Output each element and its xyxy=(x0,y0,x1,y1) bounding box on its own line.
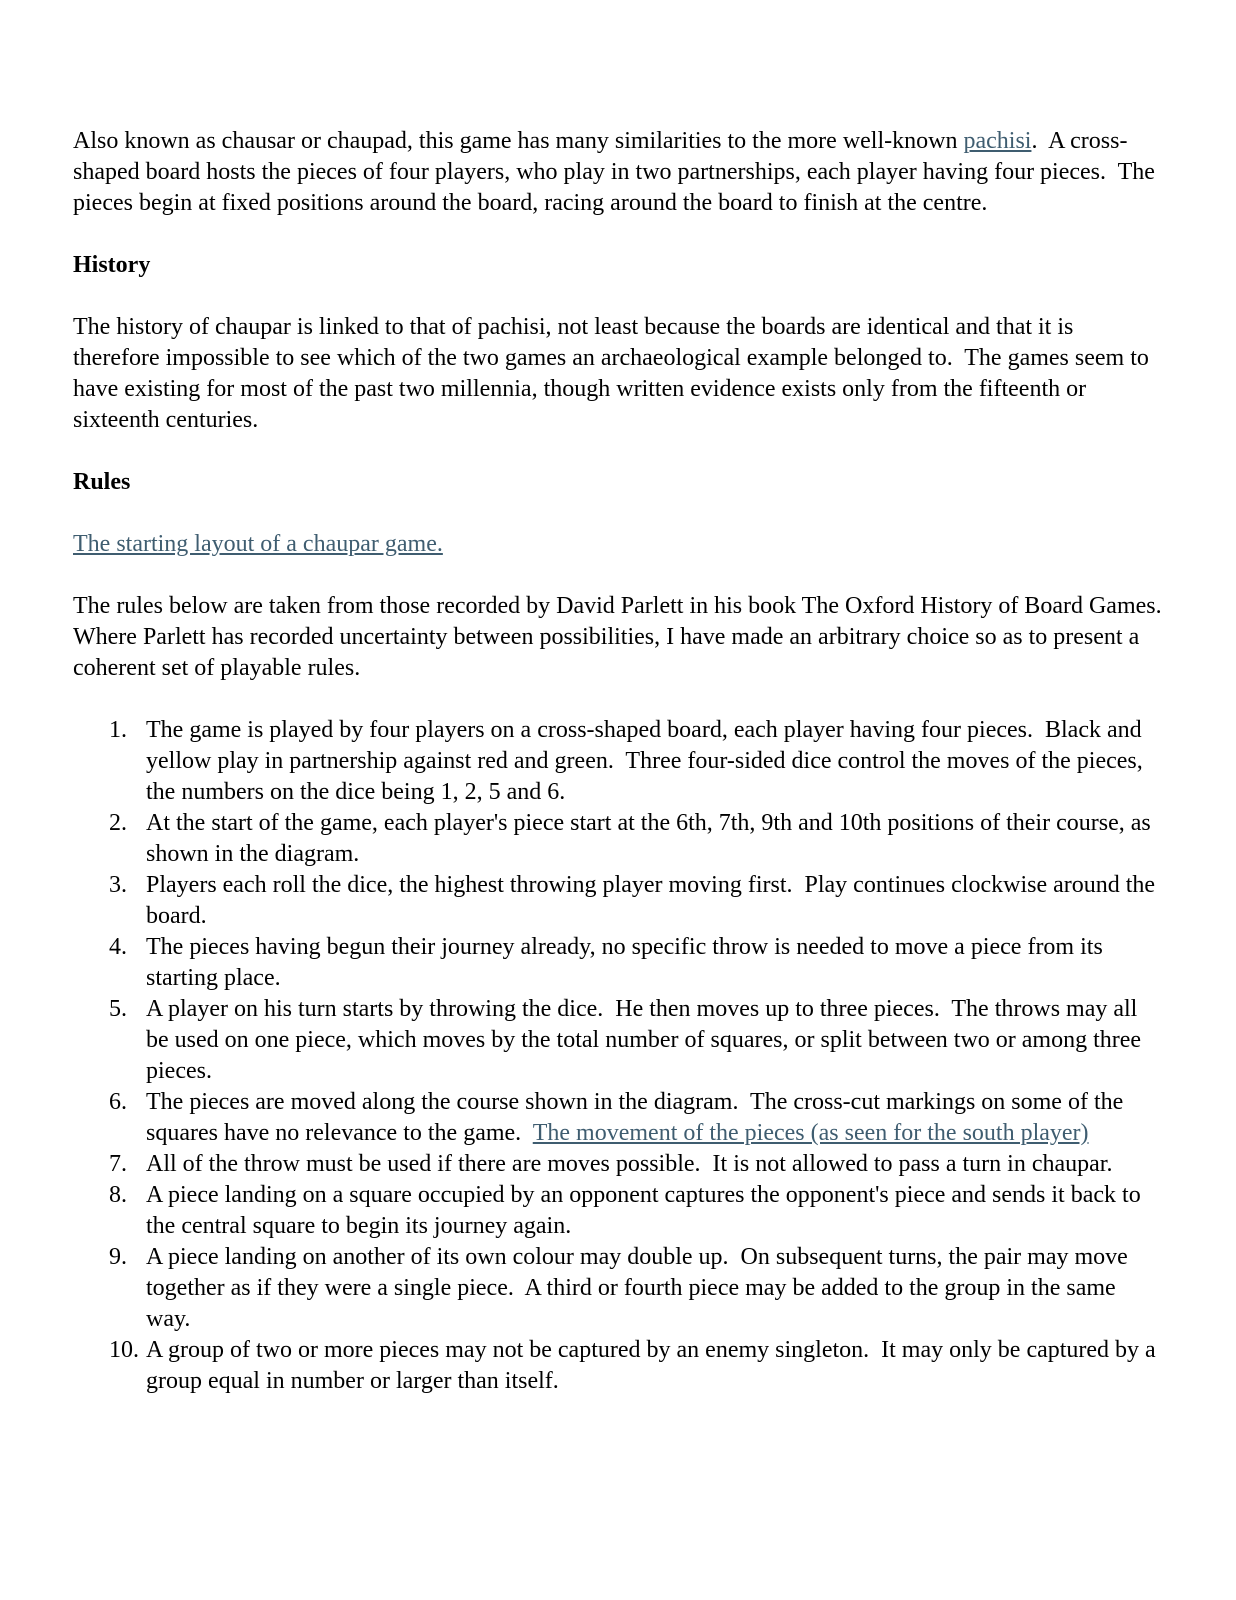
rule-number-9: 9. xyxy=(109,1244,127,1270)
rule-item-2 xyxy=(73,808,1164,870)
rule-item-6 xyxy=(73,1087,1164,1149)
rule-number-4: 4. xyxy=(109,934,127,960)
rule-number-7: 7. xyxy=(109,1151,127,1177)
rule-item-9 xyxy=(73,1242,1164,1335)
rule-item-4 xyxy=(73,932,1164,994)
pachisi-link[interactable]: pachisi xyxy=(963,128,1032,154)
intro-paragraph xyxy=(73,126,1164,219)
rule-number-2: 2. xyxy=(109,810,127,836)
rule-text-5: A player on his turn starts by throwing the dice. He then moves up to three pieces. The throws may all be used on one piece, which moves by the total number of squares, or split between two or among three pieces. xyxy=(146,996,1148,1084)
rule-text-3: Players each roll the dice, the highest throwing player moving first. Play continues clockwise around the board. xyxy=(146,872,1162,929)
history-paragraph: The history of chaupar is linked to that of pachisi, not least because the boards are identical and that it is therefore impossible to see which of the two games an archaeological example belonged to. The games seem to have existing for most of the past two millennia, though written evidence exists only from the fifteenth or sixteenth centuries. xyxy=(73,314,1155,433)
rule-text-2: At the start of the game, each player's piece start at the 6th, 7th, 9th and 10th positions of their course, as shown in the diagram. xyxy=(146,810,1157,867)
rule-number-8: 8. xyxy=(109,1182,127,1208)
rule-number-3: 3. xyxy=(109,872,127,898)
rule-text-9: A piece landing on another of its own colour may double up. On subsequent turns, the pair may move together as if they were a single piece. A third or fourth piece may be added to the group in the same way. xyxy=(146,1244,1134,1332)
rule-text-6: The pieces are moved along the course shown in the diagram. The cross-cut markings on some of the squares have no relevance to the game. xyxy=(146,1089,1130,1146)
rules-list xyxy=(73,715,1164,1397)
rule-item-10 xyxy=(73,1335,1164,1397)
rule-item-7 xyxy=(73,1149,1164,1180)
rules-heading: Rules xyxy=(73,469,131,495)
rule-text-8: A piece landing on a square occupied by an opponent captures the opponent's piece and sends it back to the central square to begin its journey again. xyxy=(146,1182,1147,1239)
rule-item-8 xyxy=(73,1180,1164,1242)
intro-text-after: . A cross-shaped board hosts the pieces of four players, who play in two partnerships, each player having four pieces. The pieces begin at fixed positions around the board, racing around the board to finish at the centre. xyxy=(73,128,1161,216)
starting-layout-link[interactable]: The starting layout of a chaupar game. xyxy=(73,531,443,557)
rule-item-3 xyxy=(73,870,1164,932)
movement-of-pieces-link[interactable]: The movement of the pieces (as seen for the south player) xyxy=(532,1120,1089,1146)
intro-text-before: Also known as chausar or chaupad, this game has many similarities to the more well-known xyxy=(73,128,964,154)
history-heading: History xyxy=(73,252,151,278)
rule-item-5 xyxy=(73,994,1164,1087)
rule-text-10: A group of two or more pieces may not be captured by an enemy singleton. It may only be captured by a group equal in number or larger than itself. xyxy=(146,1337,1162,1394)
rule-number-10: 10. xyxy=(109,1337,139,1363)
rule-text-1: The game is played by four players on a cross-shaped board, each player having four pieces. Black and yellow play in partnership against red and green. Three four-sided dice control the moves of the pieces, the numbers on the dice being 1, 2, 5 and 6. xyxy=(146,717,1149,805)
rule-text-7: All of the throw must be used if there are moves possible. It is not allowed to pass a turn in chaupar. xyxy=(146,1151,1113,1177)
rule-number-5: 5. xyxy=(109,996,127,1022)
rule-item-1 xyxy=(73,715,1164,808)
rule-number-1: 1. xyxy=(109,717,127,743)
starting-layout-link-line xyxy=(73,529,1164,560)
rule-number-6: 6. xyxy=(109,1089,127,1115)
rule-text-4: The pieces having begun their journey already, no specific throw is needed to move a piece from its starting place. xyxy=(146,934,1109,991)
rules-intro-paragraph: The rules below are taken from those recorded by David Parlett in his book The Oxford History of Board Games. Where Parlett has recorded uncertainty between possibilities, I have made an arbitrary choice so as to present a coherent set of playable rules. xyxy=(73,593,1174,681)
